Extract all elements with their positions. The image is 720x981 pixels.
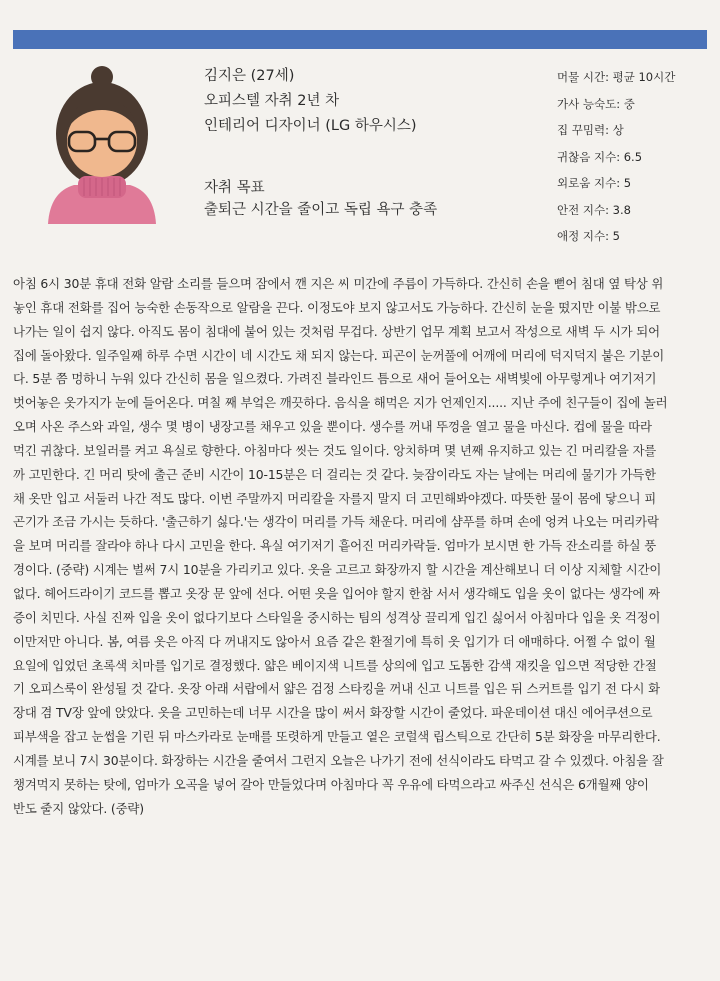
body-line: 기 오피스룩이 완성될 것 같다. 옷장 아래 서랍에서 얇은 검정 스타킹을 꺼내 신고 니트를 입은 뒤 스커트를 입기 전 다시 화 — [13, 681, 660, 697]
body-line: 오며 사온 주스와 과일, 생수 몇 병이 냉장고를 채우고 있을 뿐이다. 생수를 꺼내 뚜껑을 열고 물을 마신다. 컵에 물을 따라 — [13, 419, 652, 435]
profile-job: 인테리어 디자이너 (LG 하우시스) — [204, 118, 417, 134]
body-line: 나가는 일이 쉽지 않다. 아직도 몸이 침대에 붙어 있는 것처럼 무겁다. 상반기 업무 계획 보고서 작성으로 새벽 두 시가 되어 — [13, 323, 660, 339]
profile-info — [204, 64, 544, 221]
body-line: 장대 겸 TV장 앞에 앉았다. 옷을 고민하는데 너무 시간을 많이 써서 화장할 시간이 줄었다. 파운데이션 대신 에어쿠션으로 — [13, 705, 653, 721]
body-line: 시계를 보니 7시 30분이다. 화장하는 시간을 줄여서 그런지 오늘은 나가기 전에 선식이라도 타먹고 갈 수 있겠다. 아침을 잘 — [13, 752, 664, 768]
body-line: 집에 돌아왔다. 일주일째 하루 수면 시간이 네 시간도 채 되지 않는다. 피곤이 눈꺼풀에 어깨에 머리에 덕지덕지 붙은 기분이 — [13, 347, 665, 363]
body-line: 챙겨먹지 못하는 탓에, 엄마가 오곡을 넣어 갈아 만들었다며 아침마다 꼭 우유에 타먹으라고 싸주신 선식은 6개월째 양이 — [13, 776, 649, 792]
goal-heading: 자취 목표 — [204, 180, 265, 196]
body-line: 반도 줄지 않았다. (중략) — [13, 800, 144, 816]
goal-text: 출퇴근 시간을 줄이고 독립 욕구 충족 — [204, 202, 438, 218]
stat-stay-time: 머물 시간: 평균 10시간 — [557, 70, 676, 84]
body-line: 까 고민한다. 긴 머리 탓에 출근 준비 시간이 10-15분은 더 걸리는 것 같다. 늦잠이라도 자는 날에는 머리에 물기가 가득한 — [13, 466, 656, 482]
body-paragraph — [13, 272, 707, 820]
body-line: 경이다. (중략) 시계는 벌써 7시 10분을 가리키고 있다. 옷을 고르고 화장까지 할 시간을 계산해보니 더 이상 지체할 시간이 — [13, 562, 662, 578]
body-line: 아침 6시 30분 휴대 전화 알람 소리를 들으며 잠에서 깬 지은 씨 미간에 주름이 가득하다. 간신히 손을 뻗어 침대 옆 탁상 위 — [13, 276, 664, 291]
body-line: 먹긴 귀찮다. 보일러를 켜고 욕실로 향한다. 아침마다 씻는 것도 일이다. 앙치하며 몇 년째 유지하고 있는 긴 머리칼을 자를 — [13, 442, 657, 458]
stat-housework-skill: 가사 능숙도: 중 — [557, 96, 635, 111]
body-line: 요일에 입었던 초록색 치마를 입기로 결정했다. 얇은 베이지색 니트를 상의에 입고 도톰한 감색 재킷을 입으면 적당한 간절 — [13, 657, 657, 673]
body-line: 이만저만 아니다. 봄, 여름 옷은 아직 다 꺼내지도 않아서 요즘 같은 환절기에 특히 옷 입기가 더 애매하다. 어쩔 수 없이 월 — [13, 633, 656, 649]
stats-list — [557, 64, 707, 250]
body-line: 을 보며 머리를 잘라야 하나 다시 고민을 한다. 욕실 여기저기 흩어진 머리카락들. 엄마가 보시면 한 가득 잔소리를 하실 풍 — [13, 538, 657, 554]
body-line: 채 옷만 입고 서둘러 나간 적도 많다. 이번 주말까지 머리칼을 자를지 말지 더 고민해봐야겠다. 따뜻한 물이 몸에 닿으니 피 — [13, 490, 657, 506]
stat-affection: 애정 지수: 5 — [557, 229, 620, 243]
stat-safety: 안전 지수: 3.8 — [557, 202, 631, 217]
avatar — [40, 64, 164, 224]
body-line: 피부색을 잡고 눈썹을 기린 뒤 마스카라로 눈매를 또렷하게 만들고 옅은 코럴색 립스틱으로 간단히 5분 화장을 마무리한다. — [13, 729, 661, 745]
stat-decorating: 집 꾸밈력: 상 — [557, 123, 624, 137]
profile-name: 김지은 (27세) — [204, 68, 295, 84]
body-line: 증이 치민다. 사실 진짜 입을 옷이 없다기보다 스타일을 중시하는 팀의 성격상 끌리게 입긴 싫어서 아침마다 입을 옷 걱정이 — [13, 609, 661, 625]
body-line: 벗어놓은 옷가지가 눈에 들어온다. 며칠 째 부엌은 깨끗하다. 음식을 해먹은 지가 언제인지..... 지난 주에 친구들이 집에 놀러 — [13, 395, 668, 411]
sweater-ribbing — [84, 178, 120, 196]
profile-housing: 오피스텔 자취 2년 차 — [204, 93, 340, 109]
stat-loneliness: 외로움 지수: 5 — [557, 176, 632, 190]
body-line: 없다. 헤어드라이기 코드를 뽑고 옷장 문 앞에 선다. 어떤 옷을 입어야 할지 한참 서서 생각해도 입을 옷이 없다는 생각에 짜 — [13, 585, 660, 601]
stat-laziness: 귀찮음 지수: 6.5 — [557, 149, 643, 164]
header-color-bar — [13, 30, 707, 49]
body-line: 놓인 휴대 전화를 집어 능숙한 손동작으로 알람을 끈다. 이정도야 보지 않고서도 가능하다. 간신히 눈을 떴지만 이불 밖으로 — [13, 299, 661, 315]
body-line: 다. 5분 쯤 멍하니 누워 있다 간신히 몸을 일으켰다. 가려진 블라인드 틈으로 새어 들어오는 새벽빛에 아무렇게나 여기저기 — [13, 371, 657, 387]
body-line: 곤기가 조금 가시는 듯하다. '출근하기 싫다.'는 생각이 머리를 가득 채운다. 머리에 샴푸를 하며 손에 엉켜 나오는 머리카락 — [13, 514, 659, 530]
